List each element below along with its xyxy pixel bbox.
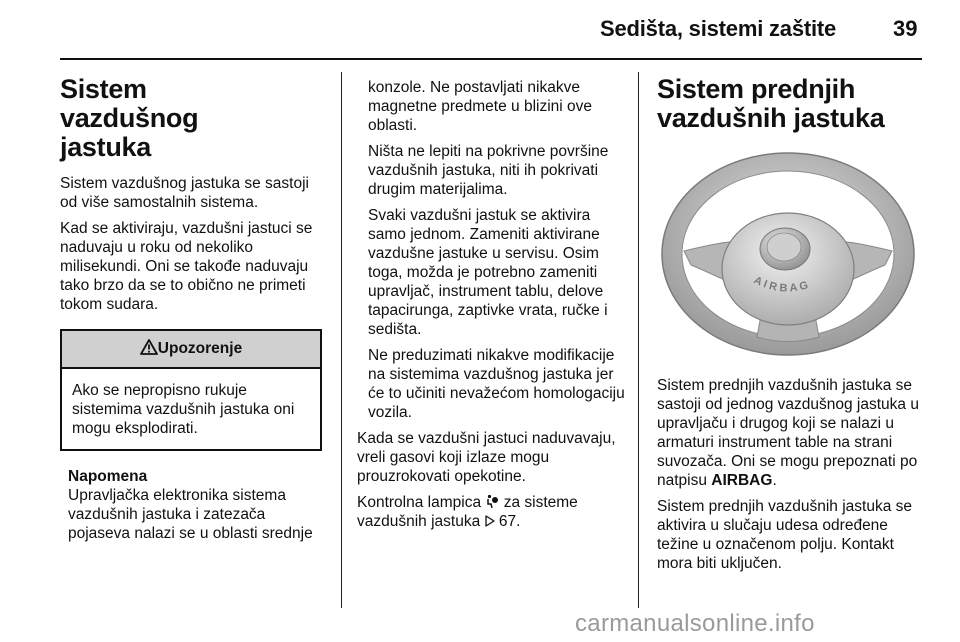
note-block	[68, 467, 326, 543]
section-heading: Sistem vazdušnog jastuka	[60, 74, 199, 162]
paragraph: konzole. Ne postavljati nikakve magnetne predmete u blizini ove oblasti.	[368, 79, 593, 134]
page-reference[interactable]: 67.	[498, 513, 521, 530]
warning-box	[60, 329, 322, 451]
section-heading: Sistem prednjih vazdušnih jastuka	[657, 74, 885, 133]
middle-column	[357, 78, 625, 538]
warning-label: Upozorenje	[157, 340, 243, 357]
warning-text: Ako se nepropisno rukuje sistemima vazdušnih jastuka oni mogu eksplodirati.	[72, 382, 295, 437]
paragraph: Kada se vazdušni jastuci naduvavaju, vreli gasovi koji izlaze mogu prouzrokovati opekotine.	[357, 430, 616, 485]
airbag-emblem-text: A I R B A G	[751, 274, 810, 295]
airbag-label: AIRBAG	[711, 472, 773, 489]
paragraph	[357, 493, 625, 531]
paragraph: Sistem prednjih vazdušnih jastuka se aktivira u slučaju udesa određene težine u označenom polju. Kontakt mora biti uključen.	[657, 498, 913, 572]
paragraph-text: Sistem prednjih vazdušnih jastuka se sastoji od jednog vazdušnog jastuka u upravljaču i drugog koji se nalazi u armaturi instrument table na strani suvozača. Oni se mogu prepoznati po natpisu	[657, 377, 919, 489]
warning-header	[62, 331, 320, 369]
note-text: Upravljačka elektronika sistema vazdušnih jastuka i zatezača pojaseva nalazi se u oblasti srednje	[68, 487, 313, 542]
column-divider-2	[638, 72, 639, 608]
paragraph: Kad se aktiviraju, vazdušni jastuci se naduvaju u roku od nekoliko milisekundi. Oni se takođe naduvaju tako brzo da se to obično ne primeti tokom sudara.	[60, 220, 313, 313]
lamp-text-continued: za sisteme vazdušnih jastuka	[357, 494, 578, 530]
watermark: carmanualsonline.info	[575, 610, 815, 637]
paragraph-end: .	[772, 472, 777, 489]
paragraph: Ništa ne lepiti na pokrivne površine vazdušnih jastuka, niti ih pokrivati drugim materijalima.	[368, 143, 609, 198]
page-number: 39	[893, 16, 918, 41]
lamp-text: Kontrolna lampica	[357, 494, 482, 511]
page-header-title: Sedišta, sistemi zaštite	[600, 16, 837, 41]
steering-wheel-image	[657, 147, 919, 357]
right-column	[657, 75, 925, 580]
paragraph: Sistem vazdušnog jastuka se sastoji od više samostalnih sistema.	[60, 175, 309, 211]
left-column	[60, 75, 326, 543]
column-divider-1	[341, 72, 342, 608]
header-rule	[60, 58, 922, 60]
paragraph	[657, 376, 925, 490]
note-continuation	[357, 78, 625, 422]
page-reference-icon	[485, 515, 495, 527]
paragraph: Svaki vazdušni jastuk se aktivira samo jednom. Zameniti aktivirane vazdušne jastuke u servisu. Osim toga, možda je potrebno zameniti upravljač, instrument tablu, delove tapacirunga, zaptivke vrata, ručke i sedišta.	[368, 207, 608, 338]
warning-triangle-icon	[140, 339, 158, 355]
paragraph: Ne preduzimati nikakve modifikacije na sistemima vazdušnog jastuka jer će to učiniti nevažećom homologaciju vozila.	[368, 347, 625, 421]
airbag-lamp-icon	[485, 494, 499, 509]
note-title: Napomena	[68, 468, 148, 485]
